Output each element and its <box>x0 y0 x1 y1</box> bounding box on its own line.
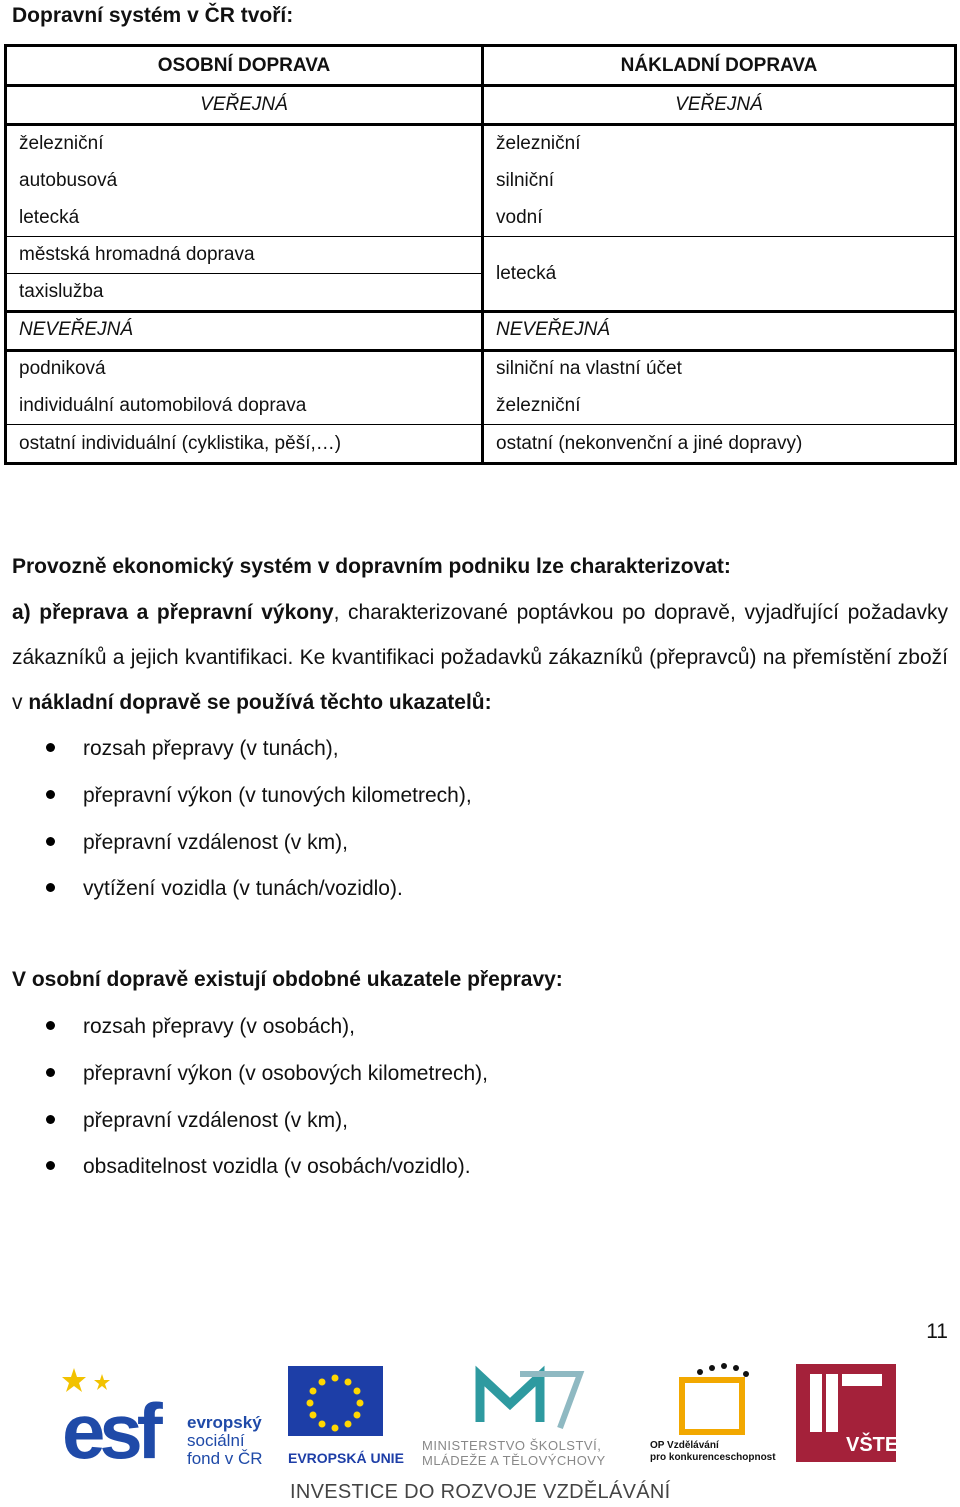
bullet-icon <box>46 837 55 846</box>
eu-logo <box>288 1366 404 1466</box>
list-item: přepravní výkon (v tunových kilometrech), <box>46 784 472 808</box>
eu-text: EVROPSKÁ UNIE <box>288 1450 404 1466</box>
footer-slogan: INVESTICE DO ROZVOJE VZDĚLÁVÁNÍ <box>290 1481 671 1503</box>
passenger-private-label: NEVEŘEJNÁ <box>19 319 134 340</box>
list-item: vytížení vozidla (v tunách/vozidlo). <box>46 877 403 901</box>
passenger-header: OSOBNÍ DOPRAVA <box>157 55 331 76</box>
passenger-private-item: individuální automobilová doprava <box>19 395 307 416</box>
section-heading-passenger-indicators: V osobní dopravě existují obdobné ukazatele přepravy: <box>12 968 563 991</box>
freight-public-item: vodní <box>496 207 543 228</box>
bullet-icon <box>46 1021 55 1030</box>
msmt-text: MINISTERSTVO ŠKOLSTVÍ, MLÁDEŽE A TĚLOVÝCHOVY <box>422 1438 606 1468</box>
passenger-public-item: železniční <box>19 133 104 154</box>
eu-flag-icon <box>288 1366 383 1436</box>
paragraph-bold-text: nákladní dopravě se používá těchto ukazatelů: <box>28 691 492 714</box>
transport-table <box>4 44 957 465</box>
esf-letters: esf <box>62 1387 157 1475</box>
msmt-mark-icon <box>420 1364 640 1436</box>
list-item: rozsah přepravy (v tunách), <box>46 737 339 761</box>
freight-public-item: silniční <box>496 170 555 191</box>
passenger-public-label: VEŘEJNÁ <box>200 94 288 115</box>
list-item: přepravní výkon (v osobových kilometrech), <box>46 1062 488 1086</box>
paragraph-text: , charakterizované poptávkou po dopravě, vyjadřující požadavky zákazníků a jejich kvantifikaci. Ke kvantifikaci požadavků zákazníků (přepravců) na přemístění zboží v <box>12 601 948 714</box>
list-item: přepravní vzdálenost (v km), <box>46 1109 348 1133</box>
passenger-private-item: ostatní individuální (cyklistika, pěší,…) <box>19 433 342 454</box>
passenger-public-item: autobusová <box>19 170 118 191</box>
bullet-icon <box>46 1068 55 1077</box>
passenger-public-item: taxislužba <box>19 281 104 302</box>
section-heading-economic-system: Provozně ekonomický systém v dopravním podniku lze charakterizovat: <box>12 555 731 578</box>
intro-paragraph <box>12 590 948 725</box>
msmt-logo <box>420 1364 640 1468</box>
op-mark-icon <box>650 1362 770 1438</box>
freight-public-label: VEŘEJNÁ <box>675 94 763 115</box>
op-text: OP Vzdělávání pro konkurenceschopnost <box>650 1440 776 1463</box>
freight-private-item: železniční <box>496 395 581 416</box>
bullet-icon <box>46 1115 55 1124</box>
freight-private-label: NEVEŘEJNÁ <box>496 319 611 340</box>
bullet-icon <box>46 1161 55 1170</box>
vste-logo <box>796 1364 899 1462</box>
passenger-public-item: městská hromadná doprava <box>19 244 255 265</box>
freight-public-item: železniční <box>496 133 581 154</box>
item-a-label: a) přeprava a přepravní výkony <box>12 601 334 624</box>
freight-public-item: letecká <box>496 263 557 284</box>
list-item: přepravní vzdálenost (v km), <box>46 831 348 855</box>
section-heading-transport-system: Dopravní systém v ČR tvoří: <box>12 4 294 27</box>
freight-column <box>484 47 954 462</box>
bullet-icon <box>46 790 55 799</box>
bullet-icon <box>46 883 55 892</box>
vste-text: VŠTE <box>846 1434 899 1456</box>
list-item: rozsah přepravy (v osobách), <box>46 1015 355 1039</box>
bullet-icon <box>46 743 55 752</box>
freight-private-item: silniční na vlastní účet <box>496 358 682 379</box>
passenger-column <box>7 47 484 462</box>
esf-text: evropský sociální fond v ČR <box>187 1413 263 1468</box>
op-logo <box>650 1362 776 1463</box>
freight-header: NÁKLADNÍ DOPRAVA <box>620 55 818 76</box>
freight-private-item: ostatní (nekonvenční a jiné dopravy) <box>496 433 803 454</box>
passenger-public-item: letecká <box>19 207 80 228</box>
list-item: obsaditelnost vozidla (v osobách/vozidlo). <box>46 1155 471 1179</box>
page-number: 11 <box>926 1320 948 1343</box>
passenger-private-item: podniková <box>19 358 106 379</box>
